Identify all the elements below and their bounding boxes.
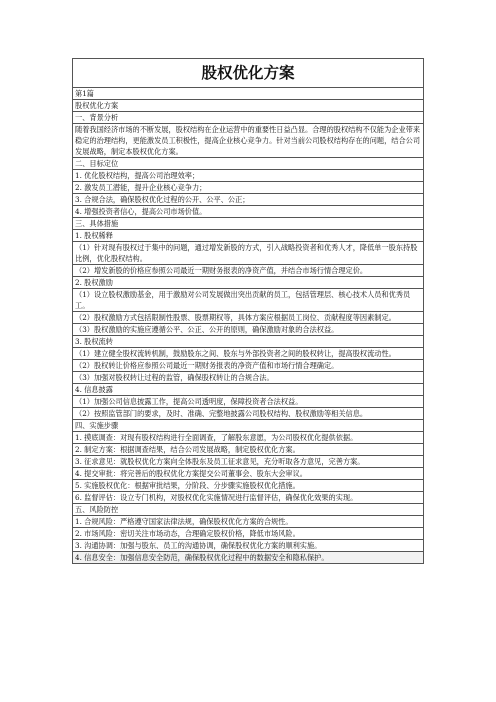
content-line: 五、风险防控 bbox=[73, 504, 424, 516]
content-line: （2）股权激励方式包括限制性股票、股票期权等，具体方案应根据员工岗位、贡献程度等因素制定。 bbox=[73, 312, 424, 324]
content-row bbox=[73, 360, 424, 372]
content-row bbox=[73, 420, 424, 432]
content-row bbox=[73, 112, 424, 124]
content-line: （3）加强对股权转让过程的监管，确保股权转让的合规合法。 bbox=[73, 372, 424, 384]
content-row bbox=[73, 348, 424, 360]
content-line: 第1篇 bbox=[73, 88, 424, 100]
content-row bbox=[73, 396, 424, 408]
content-row bbox=[73, 277, 424, 289]
document-title: 股权优化方案 bbox=[73, 59, 424, 88]
content-row bbox=[73, 384, 424, 396]
content-line: （2）增发新股的价格应参照公司最近一期财务报表的净资产值，并结合市场行情合理定价。 bbox=[73, 265, 424, 277]
content-row bbox=[73, 324, 424, 336]
content-row bbox=[73, 540, 424, 552]
document-table bbox=[72, 58, 424, 564]
content-line: 5. 实施股权优化：根据审批结果，分阶段、分步骤实施股权优化措施。 bbox=[73, 480, 424, 492]
content-row bbox=[73, 170, 424, 182]
content-line: 3. 征求意见：就股权优化方案向全体股东及员工征求意见，充分听取各方意见，完善方案。 bbox=[73, 456, 424, 468]
content-row bbox=[73, 230, 424, 242]
content-row bbox=[73, 408, 424, 420]
content-line: 随着我国经济市场的不断发展，股权结构在企业运营中的重要性日益凸显。合理的股权结构不仅能为企业带来稳定的治理结构，更能激发员工积极性，提高企业核心竞争力。针对当前公司股权结构存在的问题，结合公司发展战略，制定本股权优化方案。 bbox=[73, 124, 424, 158]
content-row bbox=[73, 312, 424, 324]
content-row bbox=[73, 336, 424, 348]
content-line: 4. 增强投资者信心，提高公司市场价值。 bbox=[73, 206, 424, 218]
content-row bbox=[73, 218, 424, 230]
content-row bbox=[73, 492, 424, 504]
content-line: （2）按照监管部门的要求，及时、准确、完整地披露公司股权结构、股权激励等相关信息。 bbox=[73, 408, 424, 420]
content-row bbox=[73, 456, 424, 468]
content-row bbox=[73, 242, 424, 265]
content-row bbox=[73, 182, 424, 194]
content-row bbox=[73, 194, 424, 206]
content-line: 4. 信息披露 bbox=[73, 384, 424, 396]
document-page bbox=[72, 58, 424, 564]
content-row bbox=[73, 289, 424, 312]
content-row bbox=[73, 206, 424, 218]
content-line: 四、实施步骤 bbox=[73, 420, 424, 432]
content-line: 3. 合规合法，确保股权优化过程的公开、公平、公正； bbox=[73, 194, 424, 206]
content-row bbox=[73, 504, 424, 516]
content-line: 2. 市场风险：密切关注市场动态，合理确定股权价格，降低市场风险。 bbox=[73, 528, 424, 540]
content-line: 4. 提交审批：将完善后的股权优化方案提交公司董事会、股东大会审议。 bbox=[73, 468, 424, 480]
content-line: （1）针对现有股权过于集中的问题，通过增发新股的方式，引入战略投资者和优秀人才，降低单一股东持股比例，优化股权结构。 bbox=[73, 242, 424, 265]
content-row bbox=[73, 100, 424, 112]
content-row bbox=[73, 444, 424, 456]
content-row bbox=[73, 88, 424, 100]
content-line: （1）加强公司信息披露工作，提高公司透明度，保障投资者合法权益。 bbox=[73, 396, 424, 408]
content-row bbox=[73, 432, 424, 444]
content-line: 三、具体措施 bbox=[73, 218, 424, 230]
content-line: 1. 股权稀释 bbox=[73, 230, 424, 242]
content-row bbox=[73, 468, 424, 480]
content-row bbox=[73, 372, 424, 384]
content-line: 3. 股权流转 bbox=[73, 336, 424, 348]
content-line: 股权优化方案 bbox=[73, 100, 424, 112]
content-line: 2. 制定方案：根据调查结果，结合公司发展战略，制定股权优化方案。 bbox=[73, 444, 424, 456]
content-row bbox=[73, 480, 424, 492]
content-row bbox=[73, 124, 424, 158]
content-line: 1. 摸底调查：对现有股权结构进行全面调查，了解股东意愿，为公司股权优化提供依据。 bbox=[73, 432, 424, 444]
content-line: 2. 激发员工潜能，提升企业核心竞争力； bbox=[73, 182, 424, 194]
content-row bbox=[73, 528, 424, 540]
content-line: （1）建立健全股权流转机制，鼓励股东之间、股东与外部投资者之间的股权转让，提高股权流动性。 bbox=[73, 348, 424, 360]
content-row bbox=[73, 265, 424, 277]
content-line: 2. 股权激励 bbox=[73, 277, 424, 289]
content-line: 二、目标定位 bbox=[73, 158, 424, 170]
content-line: 一、背景分析 bbox=[73, 112, 424, 124]
content-row bbox=[73, 516, 424, 528]
content-line: （2）股权转让价格应参照公司最近一期财务报表的净资产值和市场行情合理确定。 bbox=[73, 360, 424, 372]
title-row bbox=[73, 59, 424, 88]
content-line: 6. 监督评估：设立专门机构，对股权优化实施情况进行监督评估，确保优化效果的实现。 bbox=[73, 492, 424, 504]
content-line: （1）设立股权激励基金，用于激励对公司发展做出突出贡献的员工，包括管理层、核心技术人员和优秀员工。 bbox=[73, 289, 424, 312]
content-line: （3）股权激励的实施应遵循公平、公正、公开的原则，确保激励对象的合法权益。 bbox=[73, 324, 424, 336]
content-row bbox=[73, 158, 424, 170]
content-line: 1. 优化股权结构，提高公司治理效率； bbox=[73, 170, 424, 182]
content-line: 3. 沟通协调：加强与股东、员工的沟通协调，确保股权优化方案的顺利实施。 bbox=[73, 540, 424, 552]
content-row bbox=[73, 552, 424, 564]
content-line: 1. 合规风险：严格遵守国家法律法规，确保股权优化方案的合规性。 bbox=[73, 516, 424, 528]
content-line: 4. 信息安全：加强信息安全防范，确保股权优化过程中的数据安全和隐私保护。 bbox=[73, 552, 424, 564]
